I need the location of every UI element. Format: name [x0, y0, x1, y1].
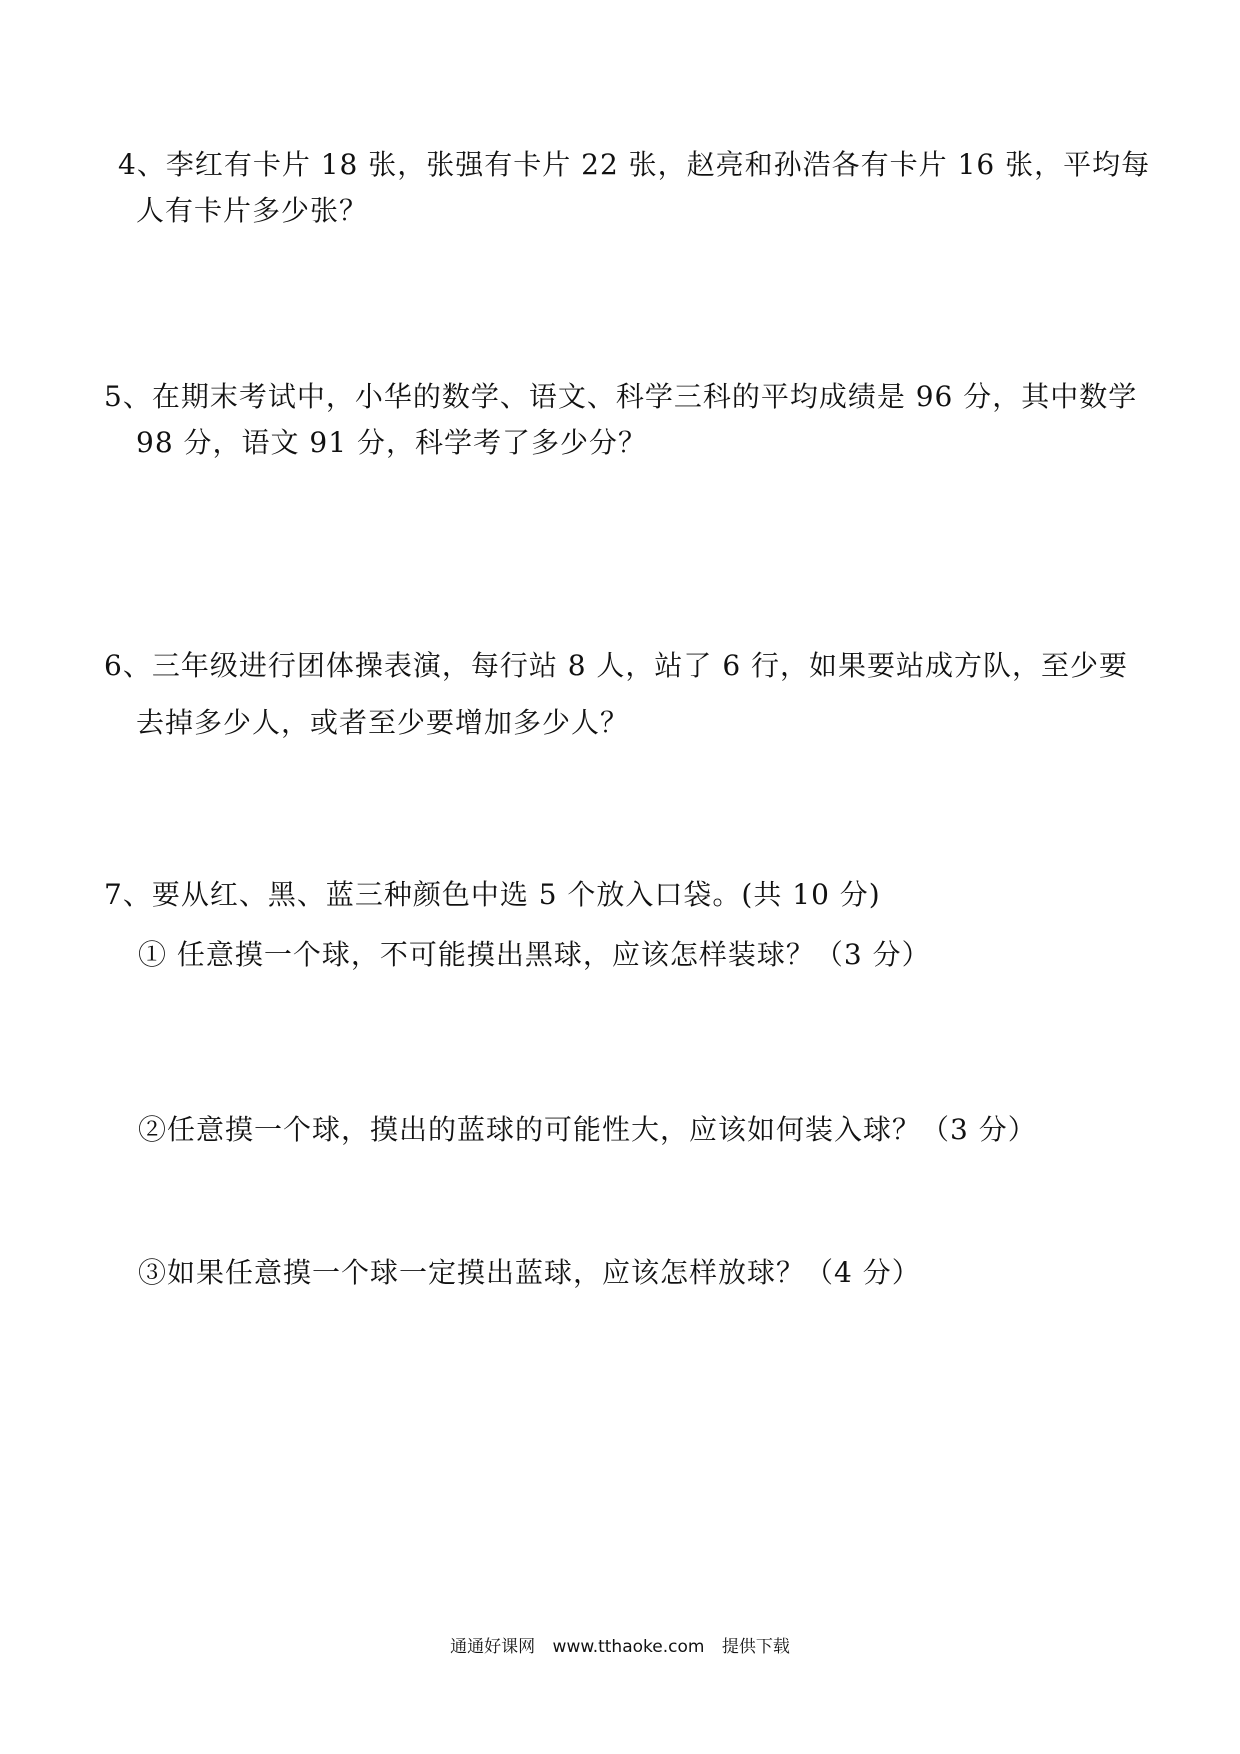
question-5-line-2: 98 分，语文 91 分，科学考了多少分？	[136, 426, 647, 459]
question-4-line-2: 人有卡片多少张？	[136, 194, 369, 227]
question-6-line-1: 6、三年级进行团体操表演，每行站 8 人，站了 6 行，如果要站成方队，至少要	[104, 649, 1129, 682]
question-7-sub-1: ① 任意摸一个球，不可能摸出黑球，应该怎样装球？（3 分）	[138, 938, 931, 971]
question-7-sub-2: ②任意摸一个球，摸出的蓝球的可能性大，应该如何装入球？（3 分）	[138, 1113, 1037, 1146]
question-5-line-1: 5、在期末考试中，小华的数学、语文、科学三科的平均成绩是 96 分，其中数学	[104, 380, 1138, 413]
footer-site-name: 通通好课网	[450, 1637, 536, 1657]
footer-suffix: 提供下载	[721, 1637, 790, 1657]
question-6-line-2: 去掉多少人，或者至少要增加多少人？	[136, 706, 630, 739]
question-4-line-1: 4、李红有卡片 18 张，张强有卡片 22 张，赵亮和孙浩各有卡片 16 张，平均每	[118, 148, 1151, 181]
footer-url: www.tthaoke.com	[552, 1637, 705, 1657]
question-7-line-1: 7、要从红、黑、蓝三种颜色中选 5 个放入口袋。(共 10 分)	[104, 878, 881, 911]
page-footer	[0, 1636, 1240, 1658]
question-7-sub-3: ③如果任意摸一个球一定摸出蓝球，应该怎样放球？（4 分）	[138, 1256, 921, 1289]
